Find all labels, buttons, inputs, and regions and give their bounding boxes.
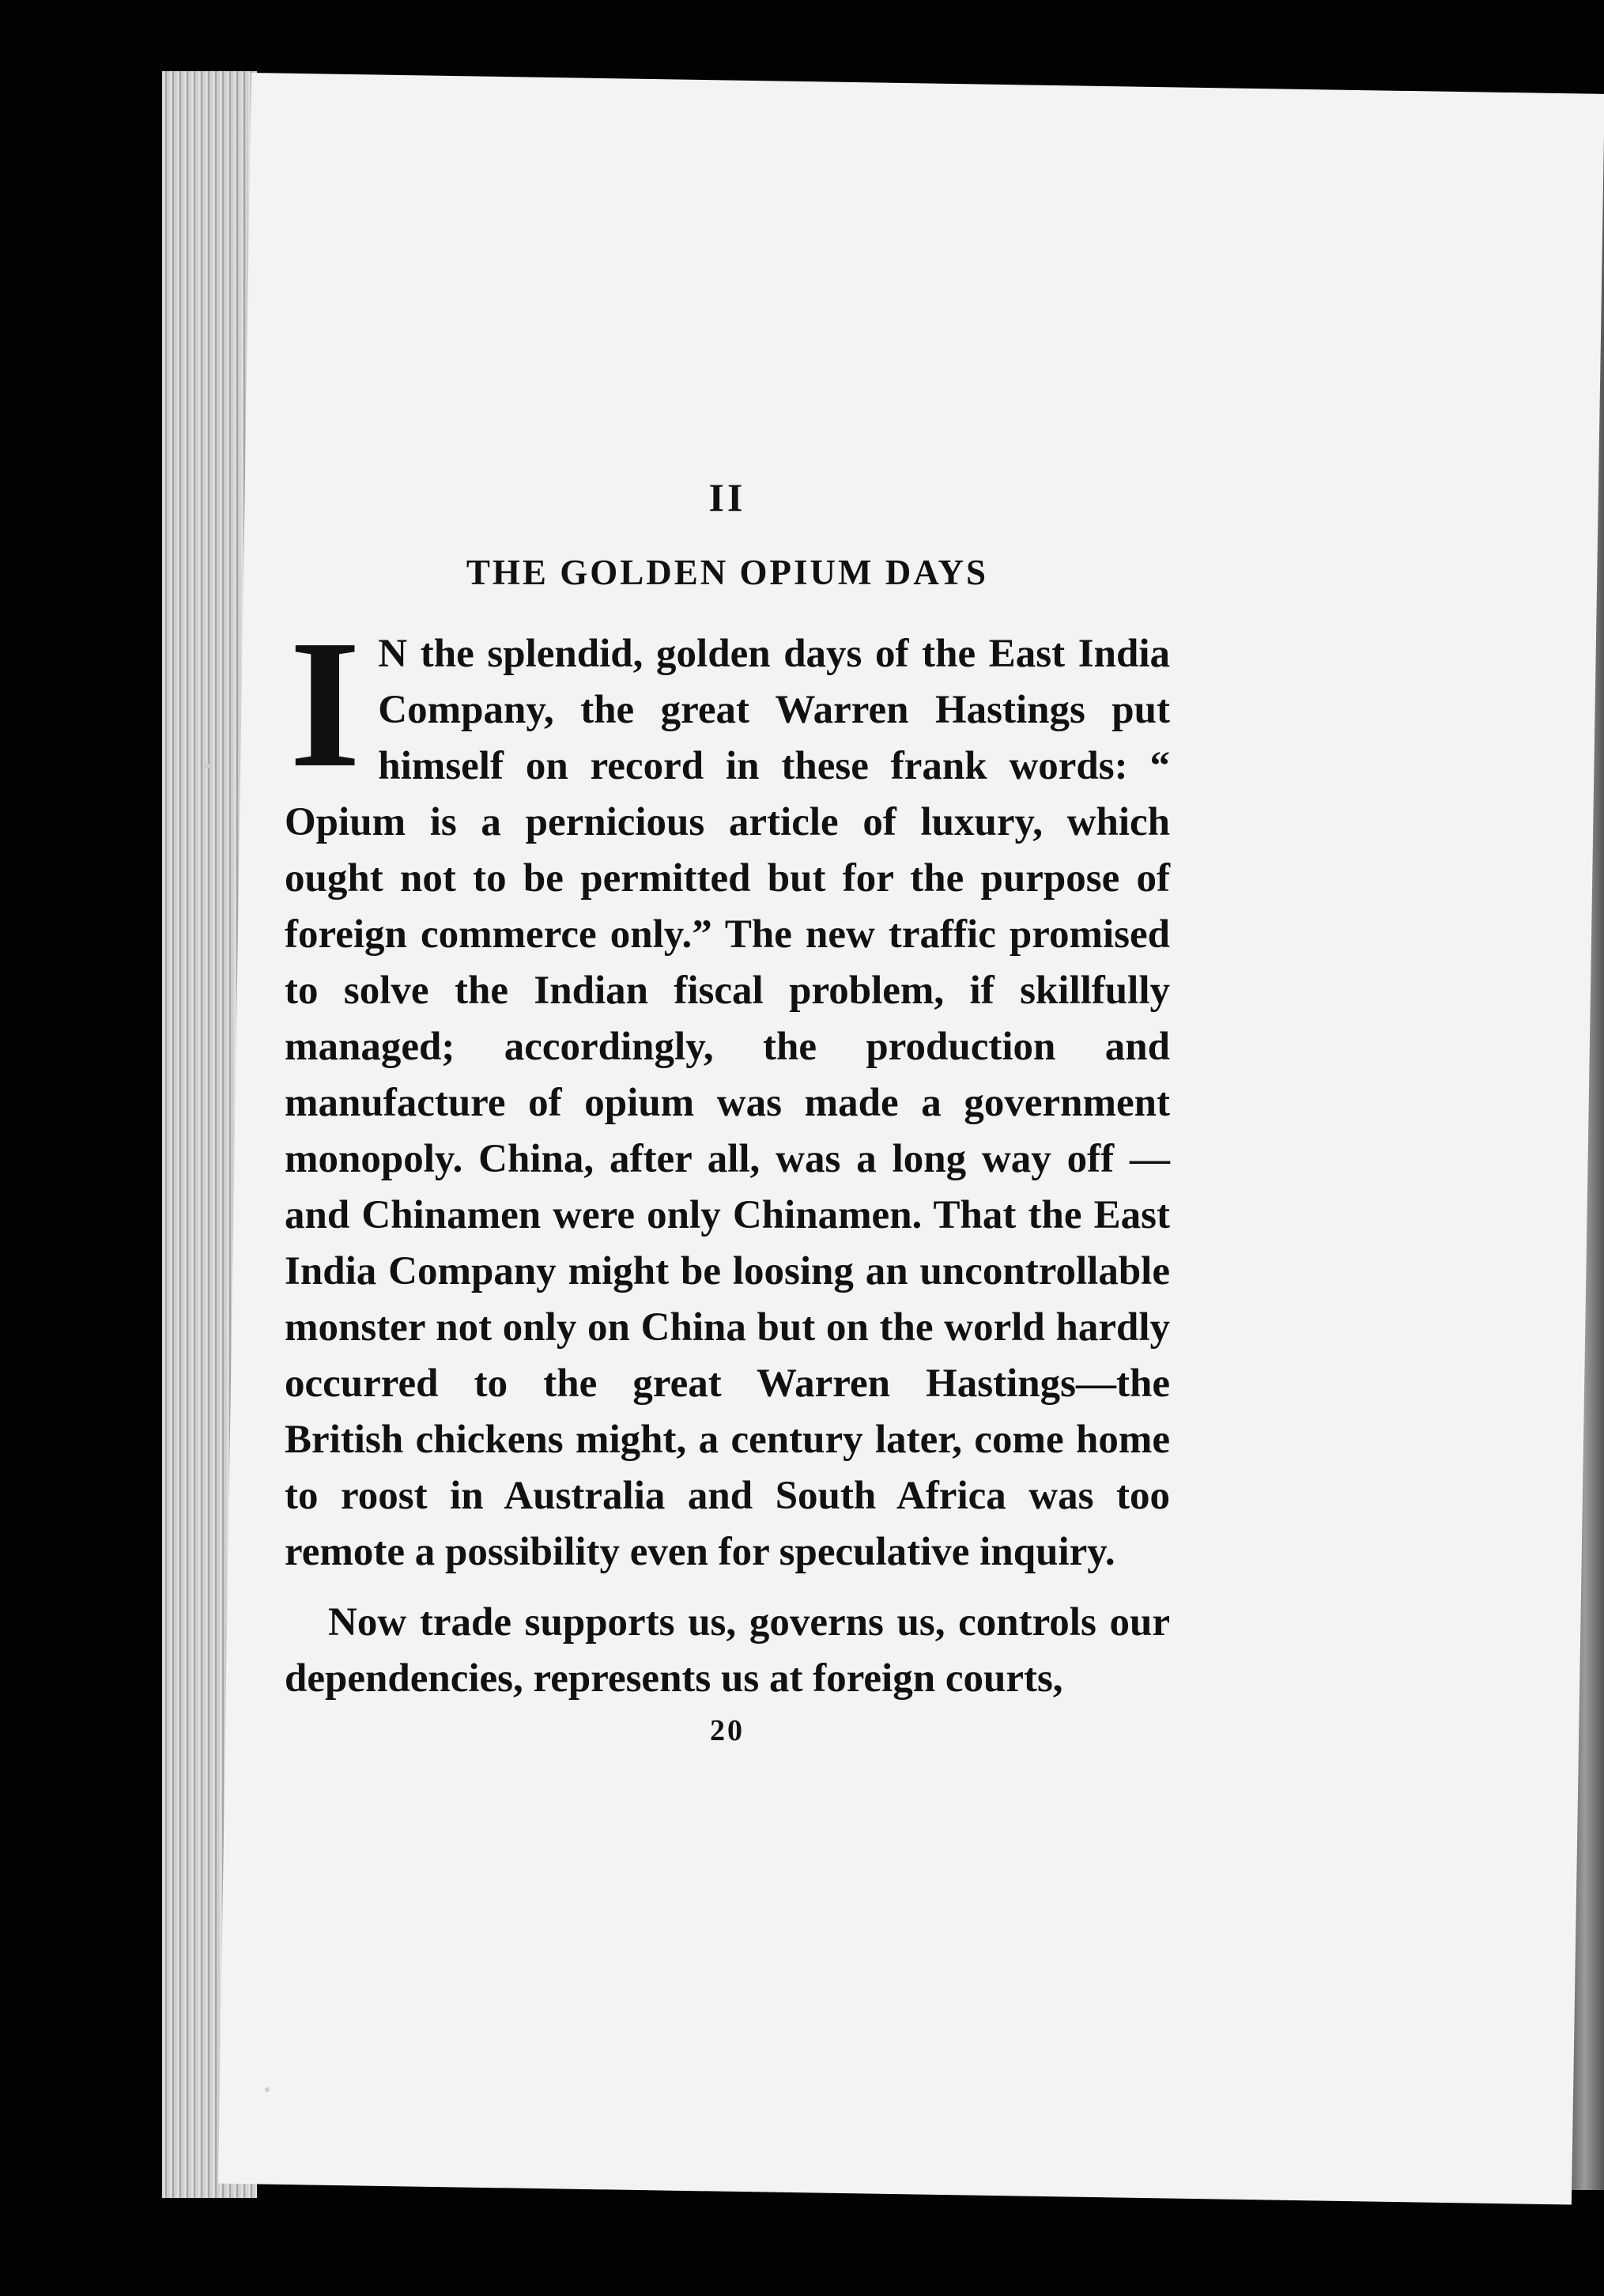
paragraph-2	[285, 1595, 1170, 1707]
chapter-number: II	[708, 475, 746, 519]
paragraph-2-text: Now trade supports us, governs us, controls our dependencies, represents us at foreign courts,	[285, 1600, 1170, 1701]
paragraph-1	[285, 602, 1170, 1580]
text-block	[285, 474, 1170, 1748]
dust-speck	[204, 763, 209, 768]
paragraph-1-text: N the splendid, golden days of the East India Company, the great Warren Hastings put himself on record in these frank words: “ Opium is a pernicious article of luxury, which ought not to be permitted but for the purpose of foreign commerce only.” The new traffic promised to solve the Indian fiscal problem, if skillfully managed; accordingly, the production and manufacture of opium was made a government monopoly. China, after all, was a long way off —and Chinamen were only Chinamen. That the East India Company might be loosing an uncontrollable monster not only on China but on the world hardly occurred to the great Warren Hastings—the British chickens might, a century later, come home to roost in Australia and South Africa was too remote a possibility even for speculative inquiry.	[285, 632, 1170, 1574]
drop-cap: I	[289, 602, 361, 806]
page-number: 20	[710, 1714, 745, 1747]
dust-speck	[265, 2087, 270, 2092]
chapter-title: THE GOLDEN OPIUM DAYS	[466, 553, 989, 592]
